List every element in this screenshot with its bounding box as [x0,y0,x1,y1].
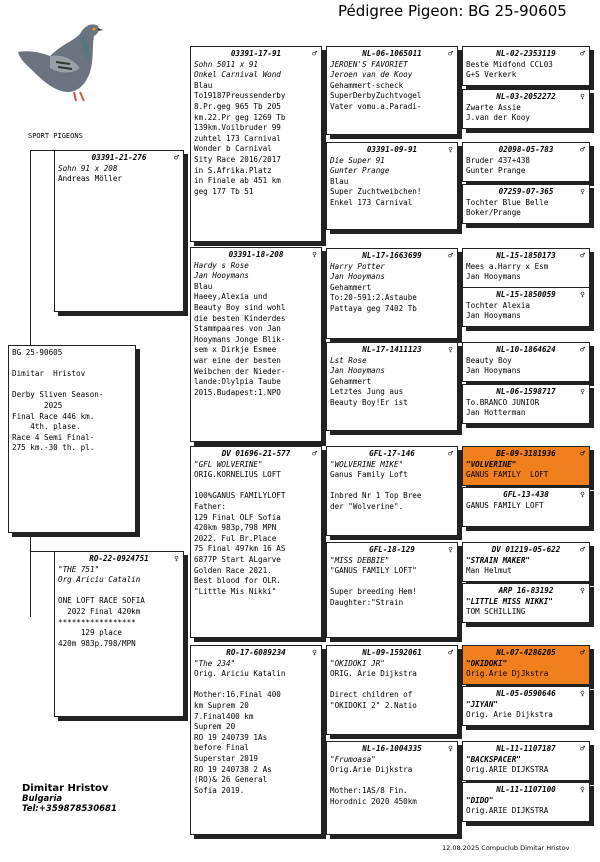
ring-text: 07259-07-365 [498,187,554,196]
ring-text: DV 01696-21-577 [221,449,291,458]
pedigree-text-line: Golden Race 2021. [194,565,272,575]
pedigree-text-line [194,680,318,691]
ring-text: ARP 16-83192 [498,586,554,595]
ring-text: NL-16-1004335 [362,744,422,753]
pedigree-text-line: Jan Hooymans [194,271,249,281]
pedigree-text-line: 100%GANUS FAMILYLOFT [194,491,286,501]
pedigree-text-line [330,680,454,691]
male-symbol-icon: ♂ [580,648,585,657]
ring-number [466,387,586,398]
pedigree-text-line: "BACKSPACER" [466,754,521,764]
pedigree-text-line: Letztes Jung aus [330,387,404,397]
ring-number [466,92,586,103]
pedigree-text-line: 129 place [58,628,123,638]
ring-text: 03391-09-91 [366,145,418,154]
pedigree-text-line: JEROEN'S FAVORIET [330,59,408,69]
ring-number [466,449,586,460]
male-symbol-icon: ♂ [580,744,585,753]
connector [30,150,54,151]
pedigree-text-line: Jeroen van de Kooy [330,70,413,80]
ring-text: NL-03-2052272 [496,92,556,101]
ring-number [466,744,586,755]
pedigree-text-line: To.BRANCO JUNIOR [466,397,540,407]
male-symbol-icon: ♂ [312,49,317,58]
ring-text: NL-11-1107187 [496,744,556,753]
ring-number [466,187,586,198]
ring-number [330,145,454,156]
ring-number [330,744,454,755]
ring-text: 03391-18-208 [228,250,284,259]
pedigree-box-g-14 [462,741,590,781]
pedigree-text-line: "The 234" [194,658,236,668]
pedigree-text-line: Jan Hooymans [330,366,385,376]
ring-number [330,251,454,262]
pedigree-text-line: Haeey,Alexia und [194,292,268,302]
ring-number [466,290,586,301]
pedigree-text-line: Beste Midfond CCL03 [466,59,553,69]
pedigree-text-line: Jan Hooymans [466,366,521,376]
pedigree-text-line: "JIYAN" [466,699,499,709]
ring-number [330,449,454,460]
male-symbol-icon: ♂ [448,49,453,58]
pedigree-box-g-1 [462,89,590,129]
ring-text: 03391-17-91 [230,49,282,58]
pedigree-box-g-3 [462,184,590,224]
pedigree-text-line: Jan Hooymans [466,311,521,321]
pedigree-text-line: 4th. plase. [12,422,81,432]
pedigree-text-line: TOM SCHILLING [466,607,526,617]
pedigree-text-line: Gehammert [330,282,372,292]
ring-number [466,545,586,556]
ring-text: BE-09-3181936 [496,449,556,458]
pedigree-box-dss [326,446,458,536]
female-symbol-icon: ♀ [580,490,585,499]
pedigree-text-line: "LITTLE MISS NIKKI" [466,596,553,606]
pedigree-text-line [330,481,454,492]
pedigree-text-line: Beauty Boy sind wohl [194,302,286,312]
ring-number [194,648,318,659]
pedigree-text-line: 7.Final400 km [194,711,254,721]
pedigree-text-line: Orig.Arie DjJkstra [466,669,549,679]
pedigree-text-line: 2015.Budapest:1.NPO [194,387,281,397]
female-symbol-icon: ♀ [580,290,585,299]
pedigree-text-line: war eine der besten [194,355,281,365]
female-symbol-icon: ♀ [312,648,317,657]
pedigree-text-line: 275 km.-30 th. pl. [12,443,95,453]
pedigree-text-line: Sofia 2019. [194,785,245,795]
pedigree-text-line: Mees a.Harry x Esm [466,261,549,271]
pedigree-text-line: in Finale ab 451 km [194,176,281,186]
ring-number [466,145,586,156]
pedigree-box-dds [326,645,458,735]
pedigree-text-line: "DIDO" [466,795,494,805]
pedigree-text-line: 6877P Start ALgarve [194,554,281,564]
pedigree-text-line: GANUS FAMILY LOFT [466,470,549,480]
female-symbol-icon: ♀ [448,145,453,154]
pedigree-box-g-5 [462,287,590,327]
pedigree-text-line: 129 Final OLF Sofia [194,512,281,522]
pedigree-text-line: Gunter Prange [330,166,390,176]
pedigree-text-line: "OKIDOKI JR" [330,658,385,668]
pedigree-text-line: Orig.ARIE DIJKSTRA [466,765,549,775]
pedigree-text-line [330,577,454,588]
pedigree-text-line: geg 177 Tb 51 [194,186,254,196]
pedigree-text-line: zuhtel 173 Carnival [194,133,281,143]
pedigree-text-line: Direct children of [330,690,413,700]
pedigree-text-line: Best blood for OLR. [194,576,281,586]
ring-number [466,345,586,356]
pedigree-text-line: Pattaya geg 7402 Tb [330,303,417,313]
male-symbol-icon: ♂ [580,345,585,354]
pedigree-text-line: 2022 Final 420km [58,606,141,616]
pedigree-text-line: SuperDerbyZuchtvogel [330,91,422,101]
pedigree-text-line: "THE 751" [58,564,100,574]
ring-number [12,348,132,359]
pedigree-box-dsd [326,542,458,638]
male-symbol-icon: ♂ [580,545,585,554]
pedigree-text-line: Harry Potter [330,261,385,271]
pedigree-text-line: Tochter Blue Belle [466,197,549,207]
pedigree-text-line: Onkel Carnival Wond [194,70,281,80]
ring-text: GFL-13-438 [503,490,549,499]
pedigree-text-line: Suprem 20 [194,722,236,732]
ring-number [194,49,318,60]
pedigree-text-line: Man Helmut [466,566,512,576]
connector [30,150,31,346]
pedigree-text-line: "GFL WOLVERINE" [194,459,263,469]
ring-number [194,449,318,460]
pedigree-text-line: ORIG.KORNELIUS LOFT [194,470,281,480]
pedigree-box-g-4 [462,248,590,288]
male-symbol-icon: ♂ [448,449,453,458]
pedigree-text-line: die besten Kinderdes [194,313,286,323]
pedigree-text-line: Blau [194,281,213,291]
pedigree-text-line: 2025 [12,400,63,410]
ring-number [466,49,586,60]
ring-number [58,153,180,164]
pedigree-text-line: ONE LOFT RACE SOFIA [58,596,145,606]
female-symbol-icon: ♀ [448,744,453,753]
pedigree-text-line: G+S Verkerk [466,70,517,80]
pedigree-text-line: ***************** [58,617,136,627]
ring-text: RO-22-0924751 [89,554,149,563]
female-symbol-icon: ♀ [174,554,179,563]
pedigree-text-line: Final Race 446 km. [12,411,95,421]
pedigree-text-line: "Little Mis Nikki" [194,586,277,596]
pedigree-text-line: before Final [194,743,249,753]
pedigree-text-line: Superstar 2019 [194,753,259,763]
ring-number [330,49,454,60]
pedigree-text-line: Father: [194,501,227,511]
ring-text: NL-07-4286205 [496,648,556,657]
pedigree-text-line: To:20-591:2.Astaube [330,293,417,303]
pedigree-text-line: Race 4 Semi Final- [12,432,95,442]
pedigree-text-line: Tochter Alexia [466,300,531,310]
pedigree-text-line: 2022. Ful Br.Place [194,533,277,543]
male-symbol-icon: ♂ [312,449,317,458]
male-symbol-icon: ♂ [580,145,585,154]
pedigree-text-line: Jan Hooymans [466,272,521,282]
pedigree-text-line: Blau [194,80,213,90]
pedigree-text-line: ORIG. Arie Dijkstra [330,669,417,679]
female-symbol-icon: ♀ [580,387,585,396]
ring-number [466,785,586,796]
female-symbol-icon: ♀ [580,689,585,698]
pedigree-text-line: Blau [330,176,349,186]
male-symbol-icon: ♂ [580,251,585,260]
pedigree-text-line: Bruder 437+438 [466,155,531,165]
ring-number [330,345,454,356]
pedigree-text-line: "MISS DEBBIE" [330,555,390,565]
pedigree-text-line: Sohn 91 x 208 [58,163,118,173]
pedigree-box-sss [326,46,458,135]
ring-text: NL-11-1107100 [496,785,556,794]
ring-text: DV 01219-05-622 [491,545,561,554]
sport-pigeons-label: SPORT PIGEONS [28,132,83,140]
footer-credit: 12.08.2025 Compuclub Dimitar Hristov [442,844,570,852]
ring-number [466,689,586,700]
pedigree-text-line: Zwarte Assie [466,102,521,112]
connector [30,551,54,552]
pedigree-text-line: RO 19 240739 1As [194,732,268,742]
pedigree-text-line: km.22.Pr geg 1269 Tb [194,112,286,122]
pedigree-box-sd [190,247,322,442]
connector [30,533,31,617]
pedigree-text-line: To19187Preussenderby [194,91,286,101]
pedigree-box-ss [190,46,322,242]
pedigree-box-sire [54,150,184,312]
pedigree-text-line: 420m 983p.798/MPN [58,638,136,648]
pedigree-text-line: Enkel 173 Carnival [330,197,413,207]
ring-text: NL-10-1864624 [496,345,556,354]
pedigree-text-line: J.van der Kooy [466,113,531,123]
pedigree-box-sdd [326,342,458,431]
male-symbol-icon: ♂ [580,49,585,58]
pedigree-text-line: Super Zuchtweibchen! [330,187,422,197]
pedigree-text-line: Hardy s Rose [194,260,249,270]
pedigree-text-line: Die Super 91 [330,155,385,165]
pedigree-box-sds [326,248,458,339]
pedigree-box-g-12 [462,645,590,685]
male-symbol-icon: ♂ [580,449,585,458]
pedigree-box-ddd [326,741,458,835]
female-symbol-icon: ♀ [448,345,453,354]
pedigree-text-line: Super breeding Hem! [330,587,417,597]
ring-number [58,554,180,565]
ring-text: NL-15-1850173 [496,251,556,260]
pedigree-text-line: sem x Dirkje Esmee [194,345,277,355]
pedigree-text-line: Lst Rose [330,355,367,365]
ring-text: NL-02-2353119 [496,49,556,58]
ring-text: NL-09-1592061 [362,648,422,657]
pedigree-box-ssd [326,142,458,230]
pedigree-text-line: Org Ariciu Catalin [58,575,141,585]
ring-number [330,545,454,556]
pedigree-box-subject [8,345,136,533]
pedigree-text-line: Sohn 5011 x 91 [194,59,259,69]
pedigree-text-line: Derby Sliven Season- [12,390,104,400]
pedigree-text-line: "OKIDOKI" [466,658,508,668]
pedigree-box-g-13 [462,686,590,726]
female-symbol-icon: ♀ [580,586,585,595]
pedigree-box-g-2 [462,142,590,182]
ring-text: NL-17-1663699 [362,251,422,260]
pedigree-text-line [58,586,180,597]
pigeon-photo [10,12,110,102]
pedigree-text-line: RO 19 240738 2 As [194,764,272,774]
pedigree-text-line [330,776,454,787]
ring-text: RO-17-6089234 [226,648,286,657]
male-symbol-icon: ♂ [448,251,453,260]
pedigree-text-line: Sity Race 2016/2017 [194,154,281,164]
pedigree-text-line: Orig. Arie Dijkstra [466,710,553,720]
pedigree-box-g-8 [462,446,590,486]
pedigree-text-line: Boker/Prange [466,208,521,218]
pedigree-box-g-9 [462,487,590,527]
pedigree-text-line: (RO)& 26 General [194,775,268,785]
ring-number [466,586,586,597]
ring-text: NL-05-0590646 [496,689,556,698]
ring-text: NL-15-1850059 [496,290,556,299]
pedigree-text-line: 8.Pr.geg 965 Tb 205 [194,101,281,111]
pedigree-box-dd [190,645,322,835]
pedigree-text-line: Weibchen der Nieder- [194,366,286,376]
female-symbol-icon: ♀ [312,250,317,259]
pedigree-box-g-10 [462,542,590,582]
ring-text: 02098-05-783 [498,145,554,154]
pedigree-text-line: Daughter:"Strain [330,597,404,607]
ring-text: NL-06-1598717 [496,387,556,396]
pedigree-text-line: "WOLVERINE MIKE" [330,459,404,469]
pedigree-text-line: Orig.Arie Dijkstra [330,765,413,775]
pedigree-text-line: Orig. Ariciu Katalin [194,669,286,679]
pedigree-text-line: 139km.Voilbruder 99 [194,123,281,133]
ring-text: BG 25-90605 [12,348,63,357]
pedigree-text-line: Beauty Boy [466,355,512,365]
ring-number [466,648,586,659]
pedigree-text-line: 420km 983p,798 MPN [194,523,277,533]
pedigree-text-line: "GANUS FAMILY LOFT" [330,566,417,576]
ring-text: GFL-18-129 [369,545,415,554]
pedigree-text-line: Jan Hooymans [330,272,385,282]
male-symbol-icon: ♂ [448,648,453,657]
pedigree-text-line: Horodnic 2020 450km [330,796,417,806]
pedigree-text-line: "STRAIN MAKER" [466,555,531,565]
ring-number [330,648,454,659]
pedigree-text-line: "OKIDOKI 2" 2.Natio [330,700,417,710]
pedigree-text-line: GANUS FAMILY LOFT [466,500,544,510]
pedigree-text-line: Mother:16.Final 400 [194,690,281,700]
pedigree-box-ds [190,446,322,638]
pedigree-box-dam [54,551,184,717]
pedigree-text-line: Inbred Nr 1 Top Bree [330,491,422,501]
pedigree-text-line: Gehammert [330,376,372,386]
pedigree-text-line: 75 Final 497km 16 AS [194,544,286,554]
pedigree-box-g-6 [462,342,590,382]
pedigree-text-line: Orig.ARIE DIJKSTRA [466,806,549,816]
pedigree-text-line: lande:Olylpia Taube [194,377,281,387]
pedigree-box-g-15 [462,782,590,822]
pedigree-text-line: Hooymans Jonge Blik- [194,334,286,344]
pedigree-box-g-7 [462,384,590,424]
pedigree-box-g-11 [462,583,590,623]
owner-block [22,783,117,814]
pedigree-text-line: "Frumoasa" [330,754,376,764]
pedigree-text-line: Gehammert-scheck [330,80,404,90]
pedigree-text-line: Vater vomu.a.Paradi- [330,101,422,111]
ring-number [466,490,586,501]
ring-number [194,250,318,261]
pedigree-text-line [12,359,132,370]
owner-phone: Tel:+359878530681 [22,804,117,814]
ring-text: 03391-21-276 [91,153,147,162]
pedigree-text-line: Dimitar Hristov [12,369,86,379]
page-title: Pédigree Pigeon: BG 25-90605 [338,2,567,20]
female-symbol-icon: ♀ [580,187,585,196]
pedigree-text-line: Jan Hotterman [466,408,526,418]
pedigree-text-line: Ganus Family Loft [330,470,408,480]
ring-text: NL-17-1411123 [362,345,422,354]
owner-country: Bulgaria [22,794,63,804]
female-symbol-icon: ♀ [580,785,585,794]
pedigree-text-line: Mother:1AS/8 Fin. [330,786,408,796]
pedigree-text-line: Beauty Boy!Er ist [330,397,408,407]
pedigree-text-line: "VOLVERINE" [466,459,517,469]
pedigree-text-line: Gunter Prange [466,166,526,176]
pedigree-text-line: Wonder b Carnival [194,144,272,154]
pedigree-text-line: der "Wolverine". [330,501,404,511]
ring-text: GFL-17-146 [369,449,415,458]
pedigree-text-line: in S.Afrika.Platz [194,165,272,175]
pedigree-text-line [194,481,318,492]
pedigree-text-line: Andreas Möller [58,174,123,184]
ring-text: NL-06-1065011 [362,49,422,58]
pedigree-text-line: Stammpaares von Jan [194,324,281,334]
female-symbol-icon: ♀ [448,545,453,554]
female-symbol-icon: ♀ [580,92,585,101]
ring-number [466,251,586,262]
owner-name: Dimitar Hristov [22,783,109,794]
pedigree-box-g-0 [462,46,590,86]
pedigree-text-line: km Suprem 20 [194,700,249,710]
male-symbol-icon: ♂ [174,153,179,162]
pedigree-text-line [12,380,132,391]
